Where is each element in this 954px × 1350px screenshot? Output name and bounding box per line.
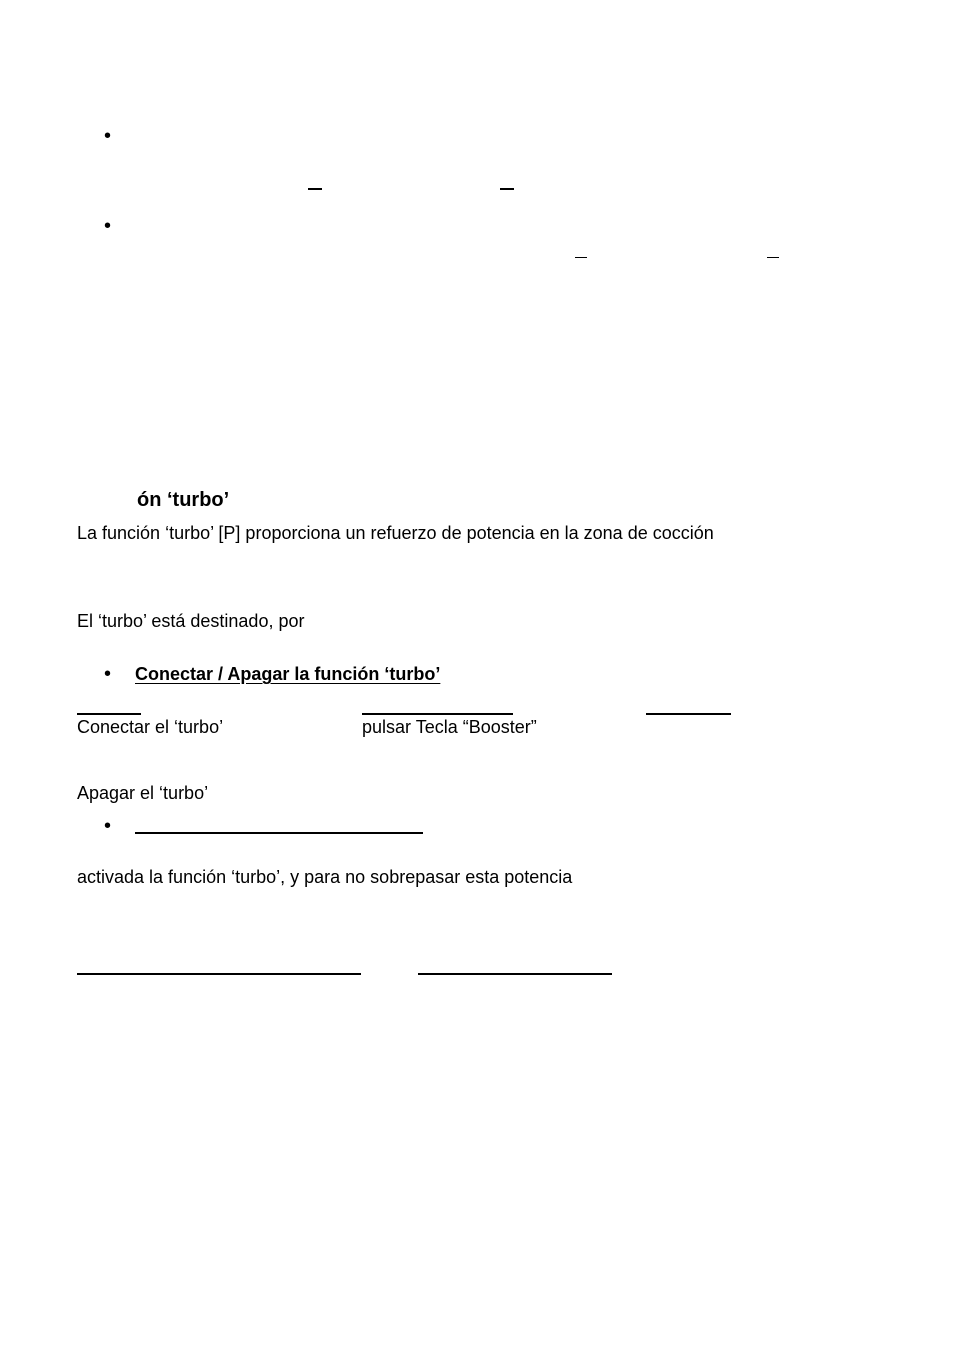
section-heading: ón ‘turbo’ [137, 489, 230, 511]
blank-underscore [308, 188, 322, 190]
note-paragraph: activada la función ‘turbo’, y para no sobrepasar esta potencia [77, 867, 573, 887]
intro-paragraph: La función ‘turbo’ [P] proporciona un refuerzo de potencia en la zona de cocción [77, 523, 714, 543]
bullet-3: • [104, 663, 112, 685]
blank-underscore [575, 257, 587, 258]
connect-action: pulsar Tecla “Booster” [362, 717, 537, 737]
bullet-1: • [104, 125, 112, 147]
off-label: Apagar el ‘turbo’ [77, 783, 209, 803]
purpose-paragraph: El ‘turbo’ está destinado, por [77, 611, 305, 631]
blank-underscore [77, 973, 361, 975]
blank-underscore [135, 832, 423, 834]
blank-underscore [500, 188, 514, 190]
blank-underscore [362, 713, 513, 715]
blank-underscore [77, 713, 141, 715]
blank-underscore [767, 257, 779, 258]
blank-underscore [418, 973, 612, 975]
bullet-2: • [104, 215, 112, 237]
connect-label: Conectar el ‘turbo’ [77, 717, 224, 737]
subsection-title-link[interactable]: Conectar / Apagar la función ‘turbo’ [135, 664, 441, 684]
blank-underscore [646, 713, 731, 715]
bullet-4: • [104, 815, 112, 837]
